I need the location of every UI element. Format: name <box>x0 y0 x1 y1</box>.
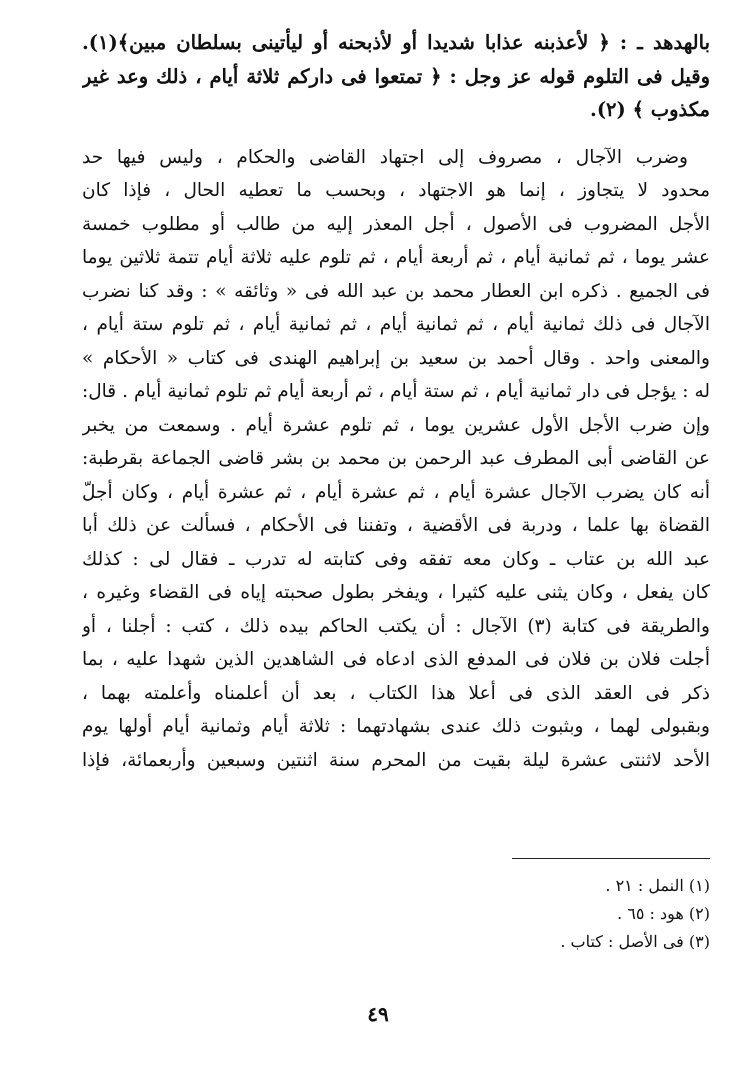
footnote-divider <box>512 858 710 859</box>
text-line: ذكر فى العقد الذى فى أعلا هذا الكتاب ، بعد أن أعلمناه وأعلمته بهما ، <box>82 682 710 704</box>
text-line: والمعنى واحد . وقال أحمد بن سعيد بن إبراهيم الهندى فى كتاب « الأحكام » <box>82 347 710 369</box>
page-number: ٤٩ <box>367 1002 389 1026</box>
text-line: وضرب الآجال ، مصروف إلى اجتهاد القاضى والحكام ، وليس فيها حد <box>82 146 688 168</box>
footnote-3: (٣) فى الأصل : كتاب . <box>560 932 710 951</box>
text-line: محدود لا يتجاوز ، إنما هو الاجتهاد ، وبحسب ما تعطيه الحال ، فإذا كان <box>82 180 710 201</box>
text-line: فى الجميع . ذكره ابن العطار محمد بن عبد الله فى « وثائقه » : وقد كنا نضرب <box>82 280 710 302</box>
footnotes <box>300 872 710 956</box>
text-line: الأحد لاثنتى عشرة ليلة بقيت من المحرم سنة اثنتين وسبعين وأربعمائة، فإذا <box>82 749 710 771</box>
text-line: كان يفعل ، وكان يثنى عليه كثيرا ، ويفخر بطول صحبته إياه فى القضاء وغيره ، <box>82 582 710 603</box>
text-line: والطريقة فى كتابة (٣) الآجال : أن يكتب الحاكم بيده ذلك ، كتب : أجلنا ، أو <box>82 615 710 637</box>
main-text <box>82 26 710 777</box>
text-line: عشر يوما ، ثم ثمانية أيام ، ثم أربعة أيام ، ثم تلوم عليه ثلاثة أيام تتمة ثلاثين يوما <box>82 247 710 268</box>
text-line: وقيل فى التلوم قوله عز وجل : ﴿ تمتعوا فى داركم ثلاثة أيام ، ذلك وعد غير <box>82 64 710 88</box>
text-line: مكذوب ﴾ (٢). <box>590 98 710 121</box>
text-line: وبقبولى لهما ، وبثبوت ذلك عندى بشهادتهما : ثلاثة أيام وثمانية أيام أولها يوم <box>82 716 710 737</box>
text-line: القضاة بها علما ، ودربة فى الأقضية ، وتفننا فى الأحكام ، فسألت عن ذلك أبا <box>82 515 710 536</box>
text-line: الآجال فى ذلك ثمانية أيام ، ثم ثمانية أيام ، ثم ثمانية أيام ، ثم تلوم ستة أيام ، <box>82 314 710 335</box>
text-line: أنه كان يضرب الآجال عشرة أيام ، ثم عشرة أيام ، ثم عشرة أيام ، وكان أجلّ <box>82 481 710 503</box>
text-line: أجلت فلان بن فلان فى المدفع الذى ادعاه فى الشاهدين الذين شهدا عليه ، بما <box>82 649 710 670</box>
text-line: عن القاضى أبى المطرف عبد الرحمن بن محمد بن بشر قاضى الجماعة بقرطبة: <box>82 448 710 469</box>
text-line: له : يؤجل فى دار ثمانية أيام ، ثم ستة أيام ، ثم أربعة أيام ثم تلوم ثمانية أيام . قال: <box>82 381 710 402</box>
footnote-1: (١) النمل : ٢١ . <box>605 876 710 895</box>
paragraph-gap <box>82 127 710 141</box>
text-line: وإن ضرب الأجل الأول عشرين يوما ، ثم تلوم عشرة أيام . وسمعت من يخبر <box>82 414 710 436</box>
paragraph-opening <box>82 26 710 127</box>
text-line: عبد الله بن عتاب ـ وكان معه تفقه وفى كتابته له تدرب ـ فقال لى : كذلك <box>82 548 710 570</box>
text-line: الأجل المضروب فى الأصول ، أجل المعذر إليه من طالب أو مطلوب خمسة <box>82 213 710 235</box>
text-line: بالهدهد ـ : ﴿ لأعذبنه عذابا شديدا أو لأذبحنه أو ليأتينى بسلطان مبين﴾(١). <box>82 31 710 54</box>
footnote-2: (٢) هود : ٦٥ . <box>617 904 710 923</box>
paragraph-deadlines <box>82 141 710 778</box>
